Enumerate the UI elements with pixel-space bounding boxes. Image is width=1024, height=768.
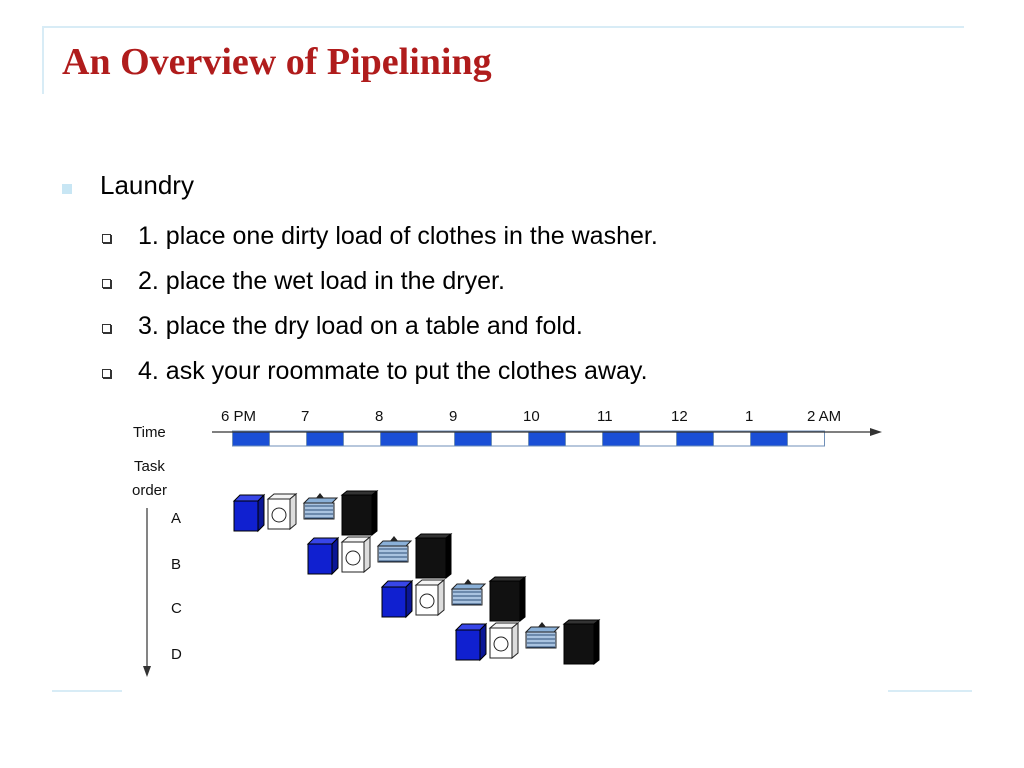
checkbox-bullet-icon xyxy=(102,324,111,333)
square-bullet-icon xyxy=(62,184,72,194)
closet-icon xyxy=(490,581,520,621)
closet-icon-side xyxy=(372,491,377,535)
timeline-slot xyxy=(529,431,566,446)
task-order-arrowhead xyxy=(143,666,151,677)
time-tick-label: 7 xyxy=(301,408,310,425)
folding-table-icon xyxy=(304,498,337,503)
washer-icon-side xyxy=(480,624,486,660)
timeline-slot xyxy=(455,431,492,446)
washer-icon-side xyxy=(258,495,264,531)
time-axis-label: Time xyxy=(133,424,166,441)
timeline-slot xyxy=(492,431,529,446)
folded-clothes-icon xyxy=(378,546,408,562)
checkbox-bullet-icon xyxy=(102,279,111,288)
task-label: C xyxy=(171,600,182,617)
dryer-icon-side xyxy=(364,537,370,572)
closet-icon-top xyxy=(564,620,599,624)
timeline-slot xyxy=(603,431,640,446)
task-label: B xyxy=(171,556,182,573)
closet-icon-side xyxy=(520,577,525,621)
sub-bullet-text: 1. place one dirty load of clothes in the washer. xyxy=(138,222,658,250)
dryer-icon-side xyxy=(438,580,444,615)
time-tick-label: 1 xyxy=(745,408,754,425)
checkbox-bullet-icon xyxy=(102,234,111,243)
timeline-slot xyxy=(788,431,825,446)
task-order-label-line1: Task xyxy=(134,458,165,475)
shirt-collar-icon xyxy=(390,536,398,541)
closet-icon xyxy=(416,538,446,578)
washer-icon-side xyxy=(406,581,412,617)
task-label: D xyxy=(171,646,182,663)
sub-bullet-text: 3. place the dry load on a table and fold. xyxy=(138,312,583,340)
pipeline-diagram xyxy=(124,400,890,695)
closet-icon-side xyxy=(594,620,599,664)
task-label: A xyxy=(171,510,182,527)
slide-frame-top xyxy=(44,26,964,28)
timeline-slot xyxy=(640,431,677,446)
shirt-collar-icon xyxy=(464,579,472,584)
timeline-slot xyxy=(714,431,751,446)
washer-icon xyxy=(456,630,480,660)
timeline-slot xyxy=(677,431,714,446)
closet-icon xyxy=(342,495,372,535)
time-tick-label: 10 xyxy=(523,408,540,425)
folding-table-icon xyxy=(452,584,485,589)
timeline-slot xyxy=(418,431,455,446)
slide-frame-left xyxy=(42,26,44,94)
task-order-label-line2: order xyxy=(132,482,168,499)
closet-icon-top xyxy=(416,534,451,538)
timeline-slot xyxy=(307,431,344,446)
time-tick-label: 9 xyxy=(449,408,458,425)
sub-bullet-text: 4. ask your roommate to put the clothes away. xyxy=(138,357,648,385)
dryer-icon-side xyxy=(290,494,296,529)
timeline-slot xyxy=(233,431,270,446)
time-tick-label: 8 xyxy=(375,408,384,425)
washer-icon xyxy=(382,587,406,617)
timeline-slot xyxy=(381,431,418,446)
shirt-collar-icon xyxy=(538,622,546,627)
time-tick-label: 6 PM xyxy=(221,408,257,425)
timeline-slot xyxy=(566,431,603,446)
sub-bullet-text: 2. place the wet load in the dryer. xyxy=(138,267,505,295)
time-axis-arrowhead xyxy=(870,428,882,436)
folded-clothes-icon xyxy=(452,589,482,605)
washer-icon xyxy=(234,501,258,531)
closet-icon-top xyxy=(490,577,525,581)
bullet-label: Laundry xyxy=(100,170,194,200)
folding-table-icon xyxy=(526,627,559,632)
slide-frame-bottom-right xyxy=(888,690,972,692)
time-tick-label: 12 xyxy=(671,408,688,425)
timeline-slot xyxy=(270,431,307,446)
checkbox-bullet-icon xyxy=(102,369,111,378)
timeline-slot xyxy=(751,431,788,446)
washer-icon xyxy=(308,544,332,574)
slide-frame-bottom-left xyxy=(52,690,122,692)
folded-clothes-icon xyxy=(526,632,556,648)
closet-icon-side xyxy=(446,534,451,578)
dryer-door-icon xyxy=(272,508,286,522)
dryer-door-icon xyxy=(346,551,360,565)
closet-icon-top xyxy=(342,491,377,495)
shirt-collar-icon xyxy=(316,493,324,498)
dryer-door-icon xyxy=(494,637,508,651)
dryer-icon-side xyxy=(512,623,518,658)
folding-table-icon xyxy=(378,541,411,546)
slide-title: An Overview of Pipelining xyxy=(62,41,492,83)
closet-icon xyxy=(564,624,594,664)
pipeline-diagram-svg xyxy=(124,400,890,695)
folded-clothes-icon xyxy=(304,503,334,519)
time-tick-label: 11 xyxy=(597,408,613,425)
time-tick-label: 2 AM xyxy=(807,408,842,425)
dryer-door-icon xyxy=(420,594,434,608)
timeline-slot xyxy=(344,431,381,446)
washer-icon-side xyxy=(332,538,338,574)
